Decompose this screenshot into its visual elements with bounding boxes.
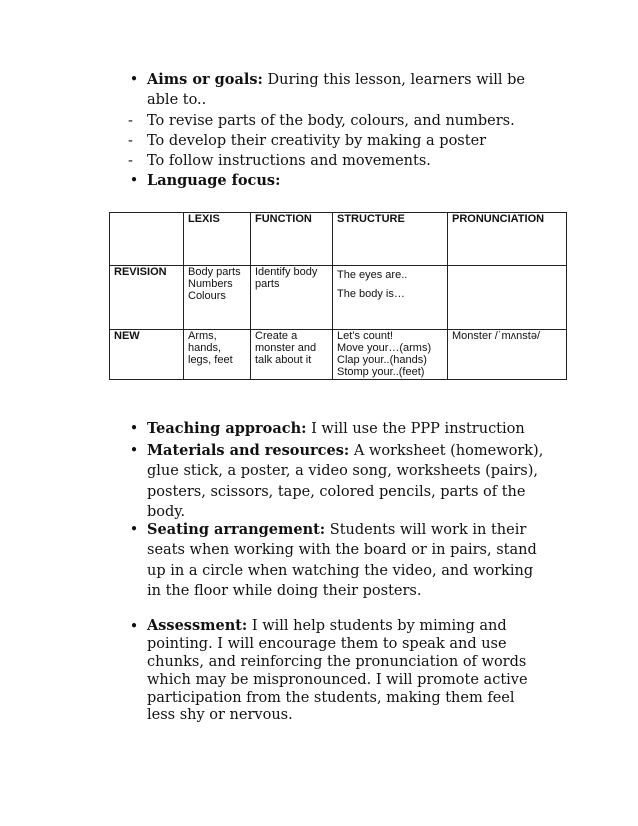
dash-icon: - [128, 153, 133, 169]
aims-label: Aims or goals: [147, 71, 263, 88]
bullet-icon: • [129, 173, 139, 189]
new-label: NEW [110, 330, 184, 380]
seating-line: in the floor while doing their posters. [147, 583, 422, 599]
assessment-line: less shy or nervous. [147, 707, 293, 723]
seating-line: up in a circle when watching the video, and working [147, 563, 534, 579]
teaching-approach-line: Teaching approach: I will use the PPP instruction [147, 420, 525, 437]
aims-item: To follow instructions and movements. [147, 153, 431, 169]
materials-line: Materials and resources: A worksheet (homework), [147, 442, 544, 459]
assessment-line: participation from the students, making them feel [147, 690, 515, 706]
revision-label: REVISION [110, 266, 184, 330]
new-structure: Let’s count! Move your…(arms) Clap your..(hands) Stomp your..(feet) [333, 330, 448, 380]
table-row-revision [110, 266, 567, 330]
language-focus-table [109, 212, 567, 380]
assessment-line: Assessment: I will help students by miming and [147, 617, 507, 634]
header-lexis: LEXIS [184, 213, 251, 266]
materials-line: body. [147, 504, 186, 520]
new-lexis: Arms, hands, legs, feet [184, 330, 251, 380]
table-header-row [110, 213, 567, 266]
assessment-line: which may be mispronounced. I will promote active [147, 672, 528, 688]
aims-line [147, 70, 525, 90]
assessment-line: chunks, and reinforcing the pronunciation of words [147, 654, 527, 670]
bullet-icon: • [129, 443, 139, 459]
assessment-line: pointing. I will encourage them to speak and use [147, 636, 507, 652]
bullet-icon: • [129, 72, 139, 88]
revision-structure: The eyes are.. The body is… [333, 266, 448, 330]
revision-lexis: Body parts Numbers Colours [184, 266, 251, 330]
revision-function: Identify body parts [251, 266, 333, 330]
table-row-new [110, 330, 567, 380]
bullet-icon: • [129, 619, 139, 635]
header-structure: STRUCTURE [333, 213, 448, 266]
materials-line: posters, scissors, tape, colored pencils, parts of the [147, 484, 526, 500]
dash-icon: - [128, 133, 133, 149]
header-pronunciation: PRONUNCIATION [448, 213, 567, 266]
aims-item: To revise parts of the body, colours, and numbers. [147, 113, 515, 129]
header-cell-empty [110, 213, 184, 266]
seating-line: seats when working with the board or in pairs, stand [147, 542, 537, 558]
new-pronunciation: Monster /ˈmʌnstə/ [448, 330, 567, 380]
aims-item: To develop their creativity by making a poster [147, 133, 487, 149]
aims-text-continued: able to.. [147, 92, 207, 108]
aims-text: During this lesson, learners will be [262, 72, 526, 88]
bullet-icon: • [129, 421, 139, 437]
materials-line: glue stick, a poster, a video song, worksheets (pairs), [147, 463, 538, 479]
dash-icon: - [128, 113, 133, 129]
language-focus-heading: Language focus: [147, 172, 281, 189]
bullet-icon: • [129, 522, 139, 538]
header-function: FUNCTION [251, 213, 333, 266]
revision-pronunciation [448, 266, 567, 330]
seating-line: Seating arrangement: Students will work in their [147, 521, 527, 538]
new-function: Create a monster and talk about it [251, 330, 333, 380]
